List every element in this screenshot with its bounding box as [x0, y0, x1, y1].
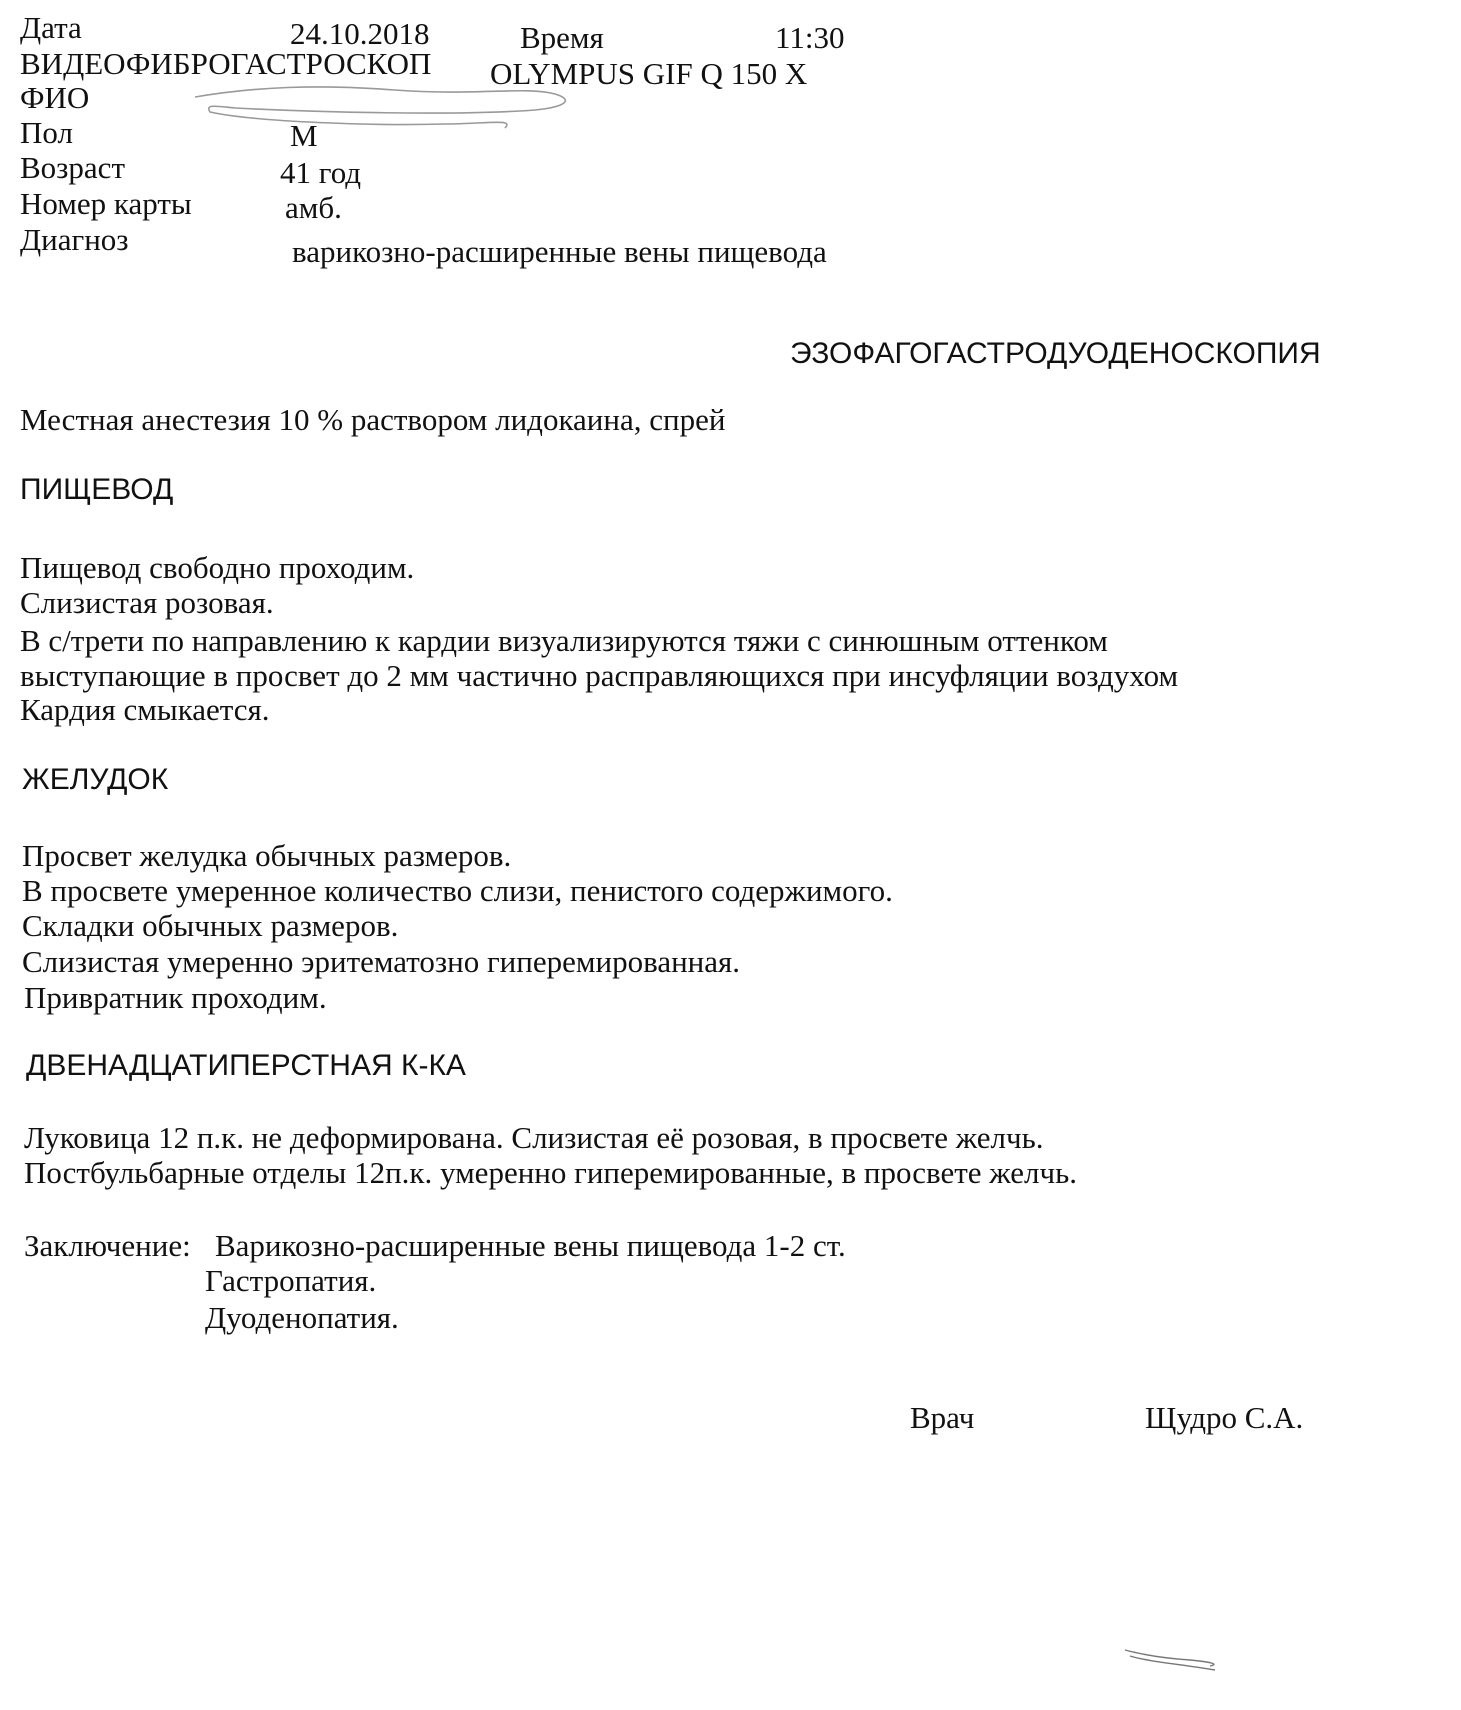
esophagus-line: Кардия смыкается.	[20, 692, 270, 727]
stomach-line: В просвете умеренное количество слизи, пенистого содержимого.	[22, 873, 893, 908]
duodenum-title: ДВЕНАДЦАТИПЕРСТНАЯ К-КА	[26, 1049, 466, 1082]
duodenum-line: Луковица 12 п.к. не деформирована. Слизистая её розовая, в просвете желчь.	[24, 1120, 1044, 1155]
name-label: ФИО	[20, 80, 90, 115]
stomach-title: ЖЕЛУДОК	[22, 763, 169, 796]
sex-label: Пол	[20, 115, 73, 150]
age-label: Возраст	[20, 150, 125, 185]
device-value: OLYMPUS GIF Q 150 X	[490, 56, 808, 91]
esophagus-line: выступающие в просвет до 2 мм частично расправляющихся при инсуфляции воздухом	[20, 658, 1179, 693]
time-value: 11:30	[775, 20, 845, 55]
age-value: 41 год	[280, 155, 362, 190]
diagnosis-value: варикозно-расширенные вены пищевода	[292, 234, 827, 269]
doctor-role: Врач	[910, 1400, 975, 1435]
esophagus-title: ПИЩЕВОД	[20, 473, 174, 506]
esophagus-line: В с/трети по направлению к кардии визуализируются тяжи с синюшным оттенком	[20, 623, 1108, 658]
esophagus-line: Слизистая розовая.	[20, 585, 274, 620]
conclusion-line: Гастропатия.	[205, 1263, 377, 1298]
date-value: 24.10.2018	[290, 16, 430, 51]
time-label: Время	[520, 20, 604, 55]
card-label: Номер карты	[20, 186, 192, 221]
date-label: Дата	[20, 10, 82, 45]
conclusion-line: Варикозно-расширенные вены пищевода 1-2 ст.	[215, 1228, 846, 1263]
stomach-line: Складки обычных размеров.	[22, 908, 399, 943]
sex-value: М	[290, 118, 318, 153]
doctor-name: Щудро С.А.	[1145, 1400, 1304, 1435]
diagnosis-label: Диагноз	[20, 222, 129, 257]
anesthesia-text: Местная анестезия 10 % раствором лидокаина, спрей	[20, 402, 726, 437]
conclusion-label: Заключение:	[24, 1228, 191, 1263]
card-value: амб.	[285, 190, 342, 225]
duodenum-line: Постбульбарные отделы 12п.к. умеренно гиперемированные, в просвете желчь.	[24, 1155, 1078, 1190]
stomach-line: Привратник проходим.	[24, 980, 327, 1015]
redaction-scribble	[195, 82, 615, 142]
device-label: ВИДЕОФИБРОГАСТРОСКОП	[20, 46, 432, 81]
handwritten-signature	[1120, 1640, 1240, 1680]
stomach-line: Слизистая умеренно эритематозно гиперемированная.	[22, 944, 741, 979]
esophagus-line: Пищевод свободно проходим.	[20, 550, 415, 585]
stomach-line: Просвет желудка обычных размеров.	[22, 838, 512, 873]
conclusion-line: Дуоденопатия.	[205, 1300, 399, 1335]
procedure-title: ЭЗОФАГОГАСТРОДУОДЕНОСКОПИЯ	[790, 337, 1321, 370]
